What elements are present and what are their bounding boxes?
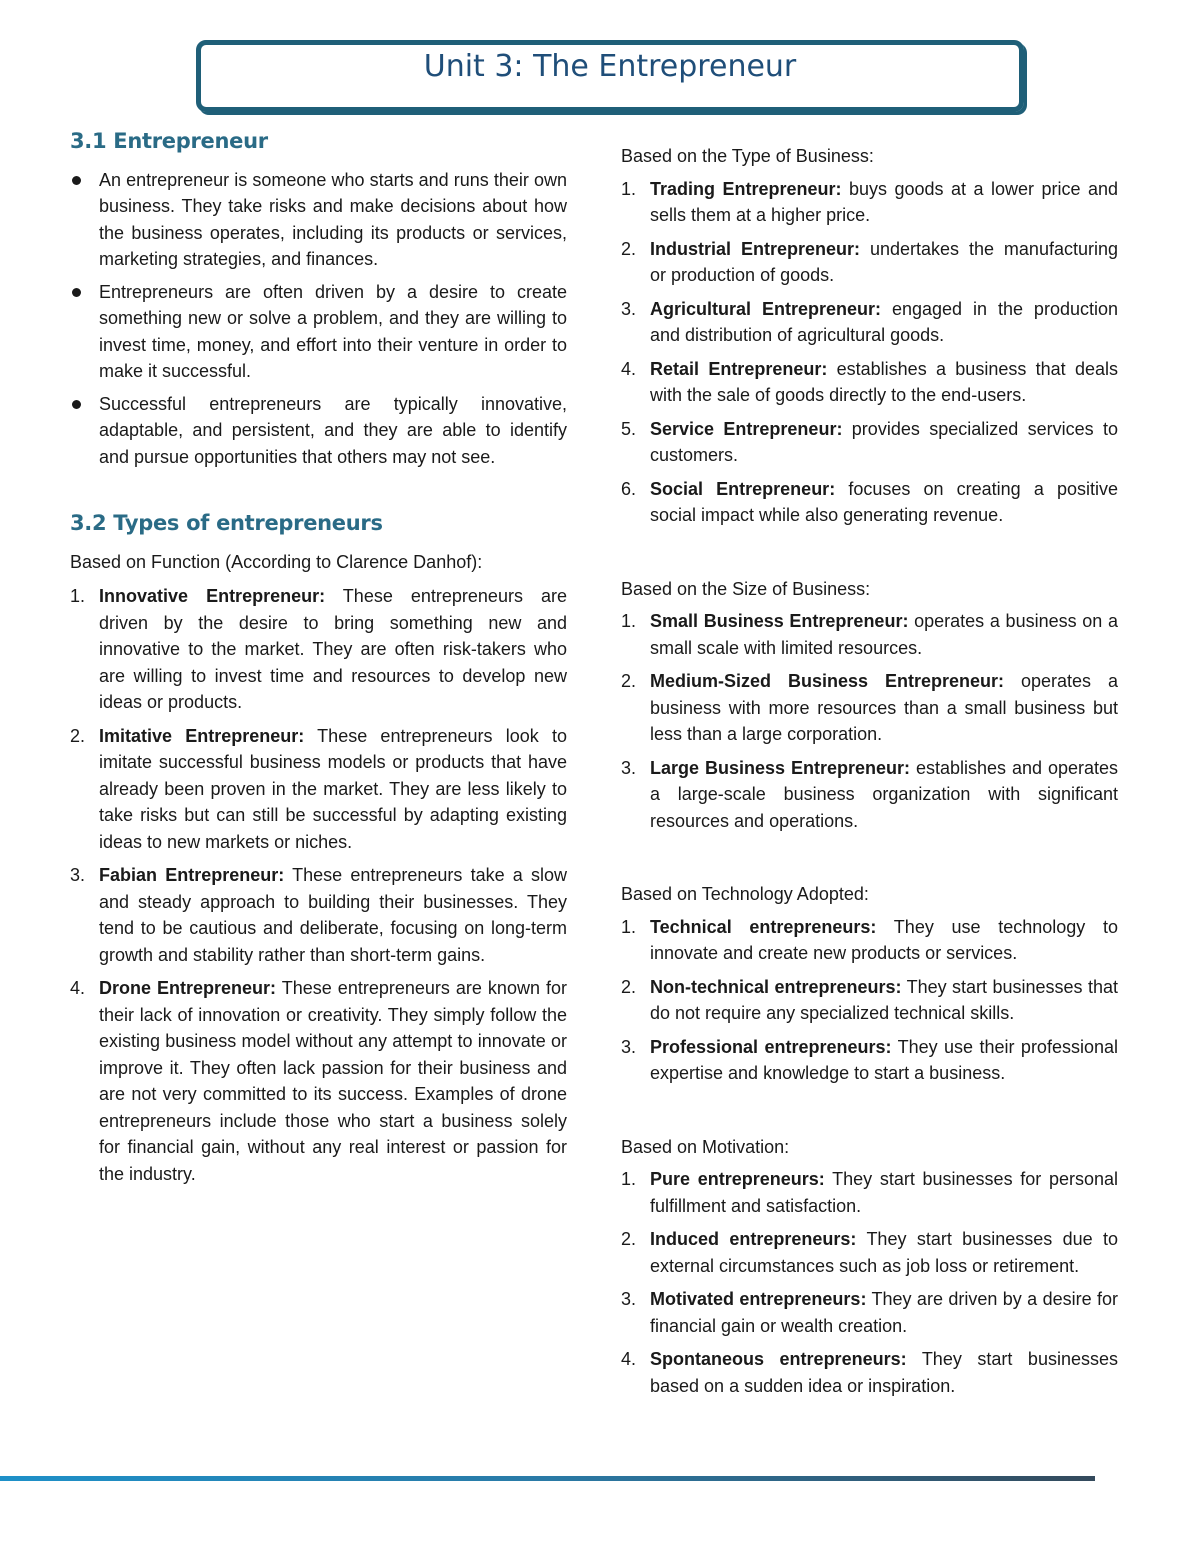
list-item: Entrepreneurs are often driven by a desire to create something new or solve a problem, and they are willing to invest time, money, and effort into their venture in order to make it successful. (70, 279, 567, 385)
footer-rule (0, 1476, 1095, 1481)
list-item: 3. Professional entrepreneurs: They use their professional expertise and knowledge to start a business. (621, 1036, 1118, 1083)
list-item: 6. Social Entrepreneur: focuses on creating a positive social impact while also generating revenue. (621, 478, 1119, 525)
left-column (70, 128, 567, 1194)
list-item: 1. Technical entrepreneurs: They use technology to innovate and create new products or services. (621, 916, 1119, 963)
group-label-type-of-business: Based on the Type of Business: (621, 146, 874, 166)
list-item: An entrepreneur is someone who starts and runs their own business. They take risks and make decisions about how the business operates, including its products or services, marketing strategies, and finances. (70, 167, 567, 273)
group-label-motivation: Based on Motivation: (621, 1136, 790, 1157)
list-item: 3. Fabian Entrepreneur: These entrepreneurs take a slow and steady approach to building their businesses. They tend to be cautious and deliberate, focusing on long-term growth and stability rather than short-term gains. (70, 865, 568, 965)
bullet-icon (72, 288, 81, 297)
technology-list (621, 914, 1118, 1087)
group-label-technology: Based on Technology Adopted: (621, 884, 869, 904)
list-item: 3. Large Business Entrepreneur: establishes and operates a large-scale business organization with significant resources and operations. (621, 757, 1119, 831)
right-column (621, 143, 1118, 1406)
list-item: 1. Small Business Entrepreneur: operates a business on a small scale with limited resources. (621, 611, 1118, 658)
size-of-business-list (621, 608, 1118, 834)
title-box (196, 40, 1024, 112)
list-item: 5. Service Entrepreneur: provides specialized services to customers. (621, 418, 1118, 465)
list-item: 3. Agricultural Entrepreneur: engaged in the production and distribution of agricultural goods. (621, 298, 1118, 345)
motivation-list (621, 1166, 1118, 1399)
list-item: 1. Pure entrepreneurs: They start businesses for personal fulfillment and satisfaction. (621, 1169, 1118, 1216)
type-of-business-list (621, 176, 1118, 529)
page-title: Unit 3: The Entrepreneur (423, 49, 797, 84)
list-item: 2. Industrial Entrepreneur: undertakes the manufacturing or production of goods. (621, 238, 1118, 285)
list-item: 4. Drone Entrepreneur: These entrepreneurs are known for their lack of innovation or creativity. They simply follow the existing business model without any attempt to innovate or improve it. They often lack passion for their business and are not very committed to its success. Examples of drone entrepreneurs include those who start a business solely for financial gain, without any real interest or passion for the industry. (70, 978, 567, 1184)
function-type-list (70, 583, 567, 1187)
section-heading-entrepreneur: 3.1 Entrepreneur (70, 129, 268, 153)
list-item: 3. Motivated entrepreneurs: They are driven by a desire for financial gain or wealth creation. (621, 1289, 1119, 1336)
list-item: 1. Trading Entrepreneur: buys goods at a lower price and sells them at a higher price. (621, 178, 1119, 225)
list-item: 2. Induced entrepreneurs: They start businesses due to external circumstances such as job loss or retirement. (621, 1229, 1118, 1276)
group-label-size-of-business: Based on the Size of Business: (621, 578, 871, 599)
list-item: Successful entrepreneurs are typically innovative, adaptable, and persistent, and they are able to identify and pursue opportunities that others may not see. (70, 391, 567, 471)
list-item: 1. Innovative Entrepreneur: These entrepreneurs are driven by the desire to bring something new and innovative to the market. They are often risk-takers who are willing to invest time and resources to develop new ideas or products. (70, 586, 568, 712)
entrepreneur-bullet-list (70, 167, 567, 471)
bullet-icon (72, 176, 81, 185)
list-item: 2. Medium-Sized Business Entrepreneur: operates a business with more resources than a small business but less than a large corporation. (621, 671, 1118, 744)
list-item: 2. Non-technical entrepreneurs: They start businesses that do not require any specialized technical skills. (621, 976, 1118, 1023)
section-heading-types: 3.2 Types of entrepreneurs (70, 511, 383, 535)
list-item: 4. Spontaneous entrepreneurs: They start businesses based on a sudden idea or inspiration. (621, 1349, 1118, 1396)
bullet-icon (72, 400, 81, 409)
list-item: 4. Retail Entrepreneur: establishes a business that deals with the sale of goods directly to the end-users. (621, 358, 1118, 405)
function-intro: Based on Function (According to Clarence Danhof): (70, 551, 483, 572)
list-item: 2. Imitative Entrepreneur: These entrepreneurs look to imitate successful business models or products that have already been proven in the market. They are less likely to take risks but can still be successful by adapting existing ideas to new markets or niches. (70, 725, 567, 852)
